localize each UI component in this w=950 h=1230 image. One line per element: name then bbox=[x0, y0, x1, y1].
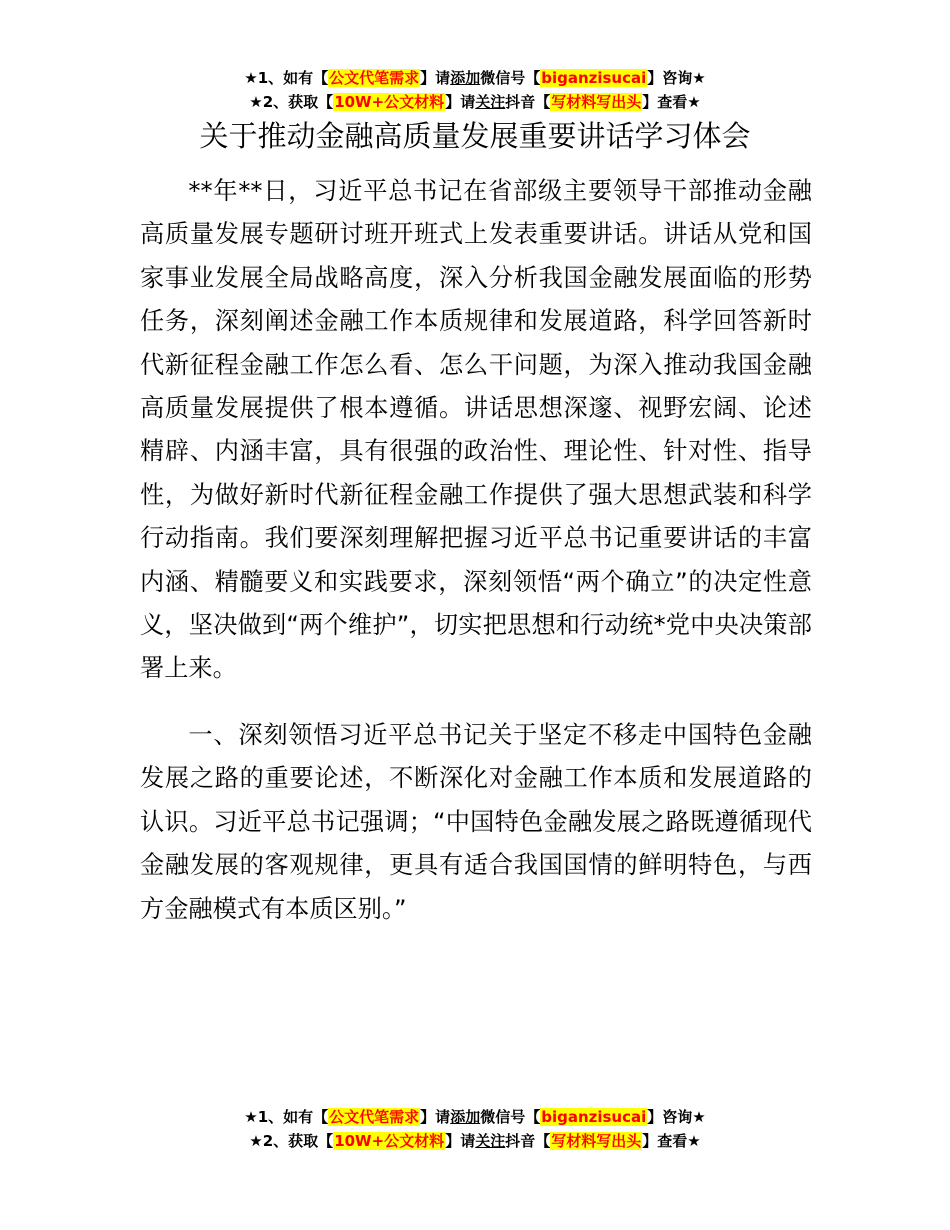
promo-text: 抖音【 bbox=[505, 93, 551, 111]
promo-text: 微信号【 bbox=[480, 69, 541, 87]
body-paragraph: **年**日，习近平总书记在省部级主要领导干部推动金融高质量发展专题研讨班开班式上发表重要讲话。讲话从党和国家事业发展全局战略高度，深入分析我国金融发展面临的形势任务，深刻阐述金融工作本质规律和发展道路，科学回答新时代新征程金融工作怎么看、怎么干问题，为深入推动我国金融高质量发展提供了根本遵循。讲话思想深邃、视野宏阔、论述精辟、内涵丰富，具有很强的政治性、理论性、针对性、指导性，为做好新时代新征程金融工作提供了强大思想武装和科学行动指南。我们要深刻理解把握习近平总书记重要讲话的丰富内涵、精髓要义和实践要求，深刻领悟“两个确立”的决定性意义，坚决做到“两个维护”，切实把思想和行动统*党中央决策部署上来。 bbox=[140, 177, 812, 683]
header-promo-banner bbox=[0, 66, 950, 114]
promo-highlight: 写材料写出头 bbox=[551, 1132, 642, 1150]
document-title: 关于推动金融高质量发展重要讲话学习体会 bbox=[199, 119, 751, 153]
promo-text: ★1、如有【 bbox=[244, 1108, 329, 1126]
promo-text: 】请 bbox=[445, 93, 476, 111]
promo-text: 】咨询★ bbox=[647, 69, 706, 87]
promo-line-2 bbox=[0, 1129, 950, 1153]
promo-text: 】咨询★ bbox=[647, 1108, 706, 1126]
promo-text: ★2、获取【 bbox=[249, 1132, 334, 1150]
promo-line-2 bbox=[0, 90, 950, 114]
promo-highlight: biganzisucai bbox=[541, 1108, 647, 1126]
footer-promo-banner bbox=[0, 1105, 950, 1153]
promo-emphasis: 添加 bbox=[450, 1108, 481, 1126]
promo-text: 】查看★ bbox=[642, 93, 701, 111]
promo-text: 】请 bbox=[445, 1132, 476, 1150]
promo-highlight: 公文代笔需求 bbox=[329, 69, 420, 87]
promo-line-1 bbox=[0, 66, 950, 90]
promo-highlight: biganzisucai bbox=[541, 69, 647, 87]
document-body bbox=[140, 170, 812, 931]
promo-emphasis: 关注 bbox=[475, 1132, 506, 1150]
promo-highlight: 10W+公文材料 bbox=[334, 93, 445, 111]
promo-line-1 bbox=[0, 1105, 950, 1129]
promo-highlight: 公文代笔需求 bbox=[329, 1108, 420, 1126]
body-paragraph: 一、深刻领悟习近平总书记关于坚定不移走中国特色金融发展之路的重要论述，不断深化对金融工作本质和发展道路的认识。习近平总书记强调；“中国特色金融发展之路既遵循现代金融发展的客观规律，更具有适合我国国情的鲜明特色，与西方金融模式有本质区别。” bbox=[140, 720, 812, 923]
promo-text: 】请 bbox=[420, 69, 451, 87]
promo-highlight: 写材料写出头 bbox=[551, 93, 642, 111]
promo-text: 】请 bbox=[420, 1108, 451, 1126]
promo-highlight: 10W+公文材料 bbox=[334, 1132, 445, 1150]
promo-emphasis: 关注 bbox=[475, 93, 506, 111]
promo-text: 抖音【 bbox=[505, 1132, 551, 1150]
promo-text: ★1、如有【 bbox=[244, 69, 329, 87]
promo-text: ★2、获取【 bbox=[249, 93, 334, 111]
promo-text: 微信号【 bbox=[480, 1108, 541, 1126]
promo-text: 】查看★ bbox=[642, 1132, 701, 1150]
promo-emphasis: 添加 bbox=[450, 69, 481, 87]
